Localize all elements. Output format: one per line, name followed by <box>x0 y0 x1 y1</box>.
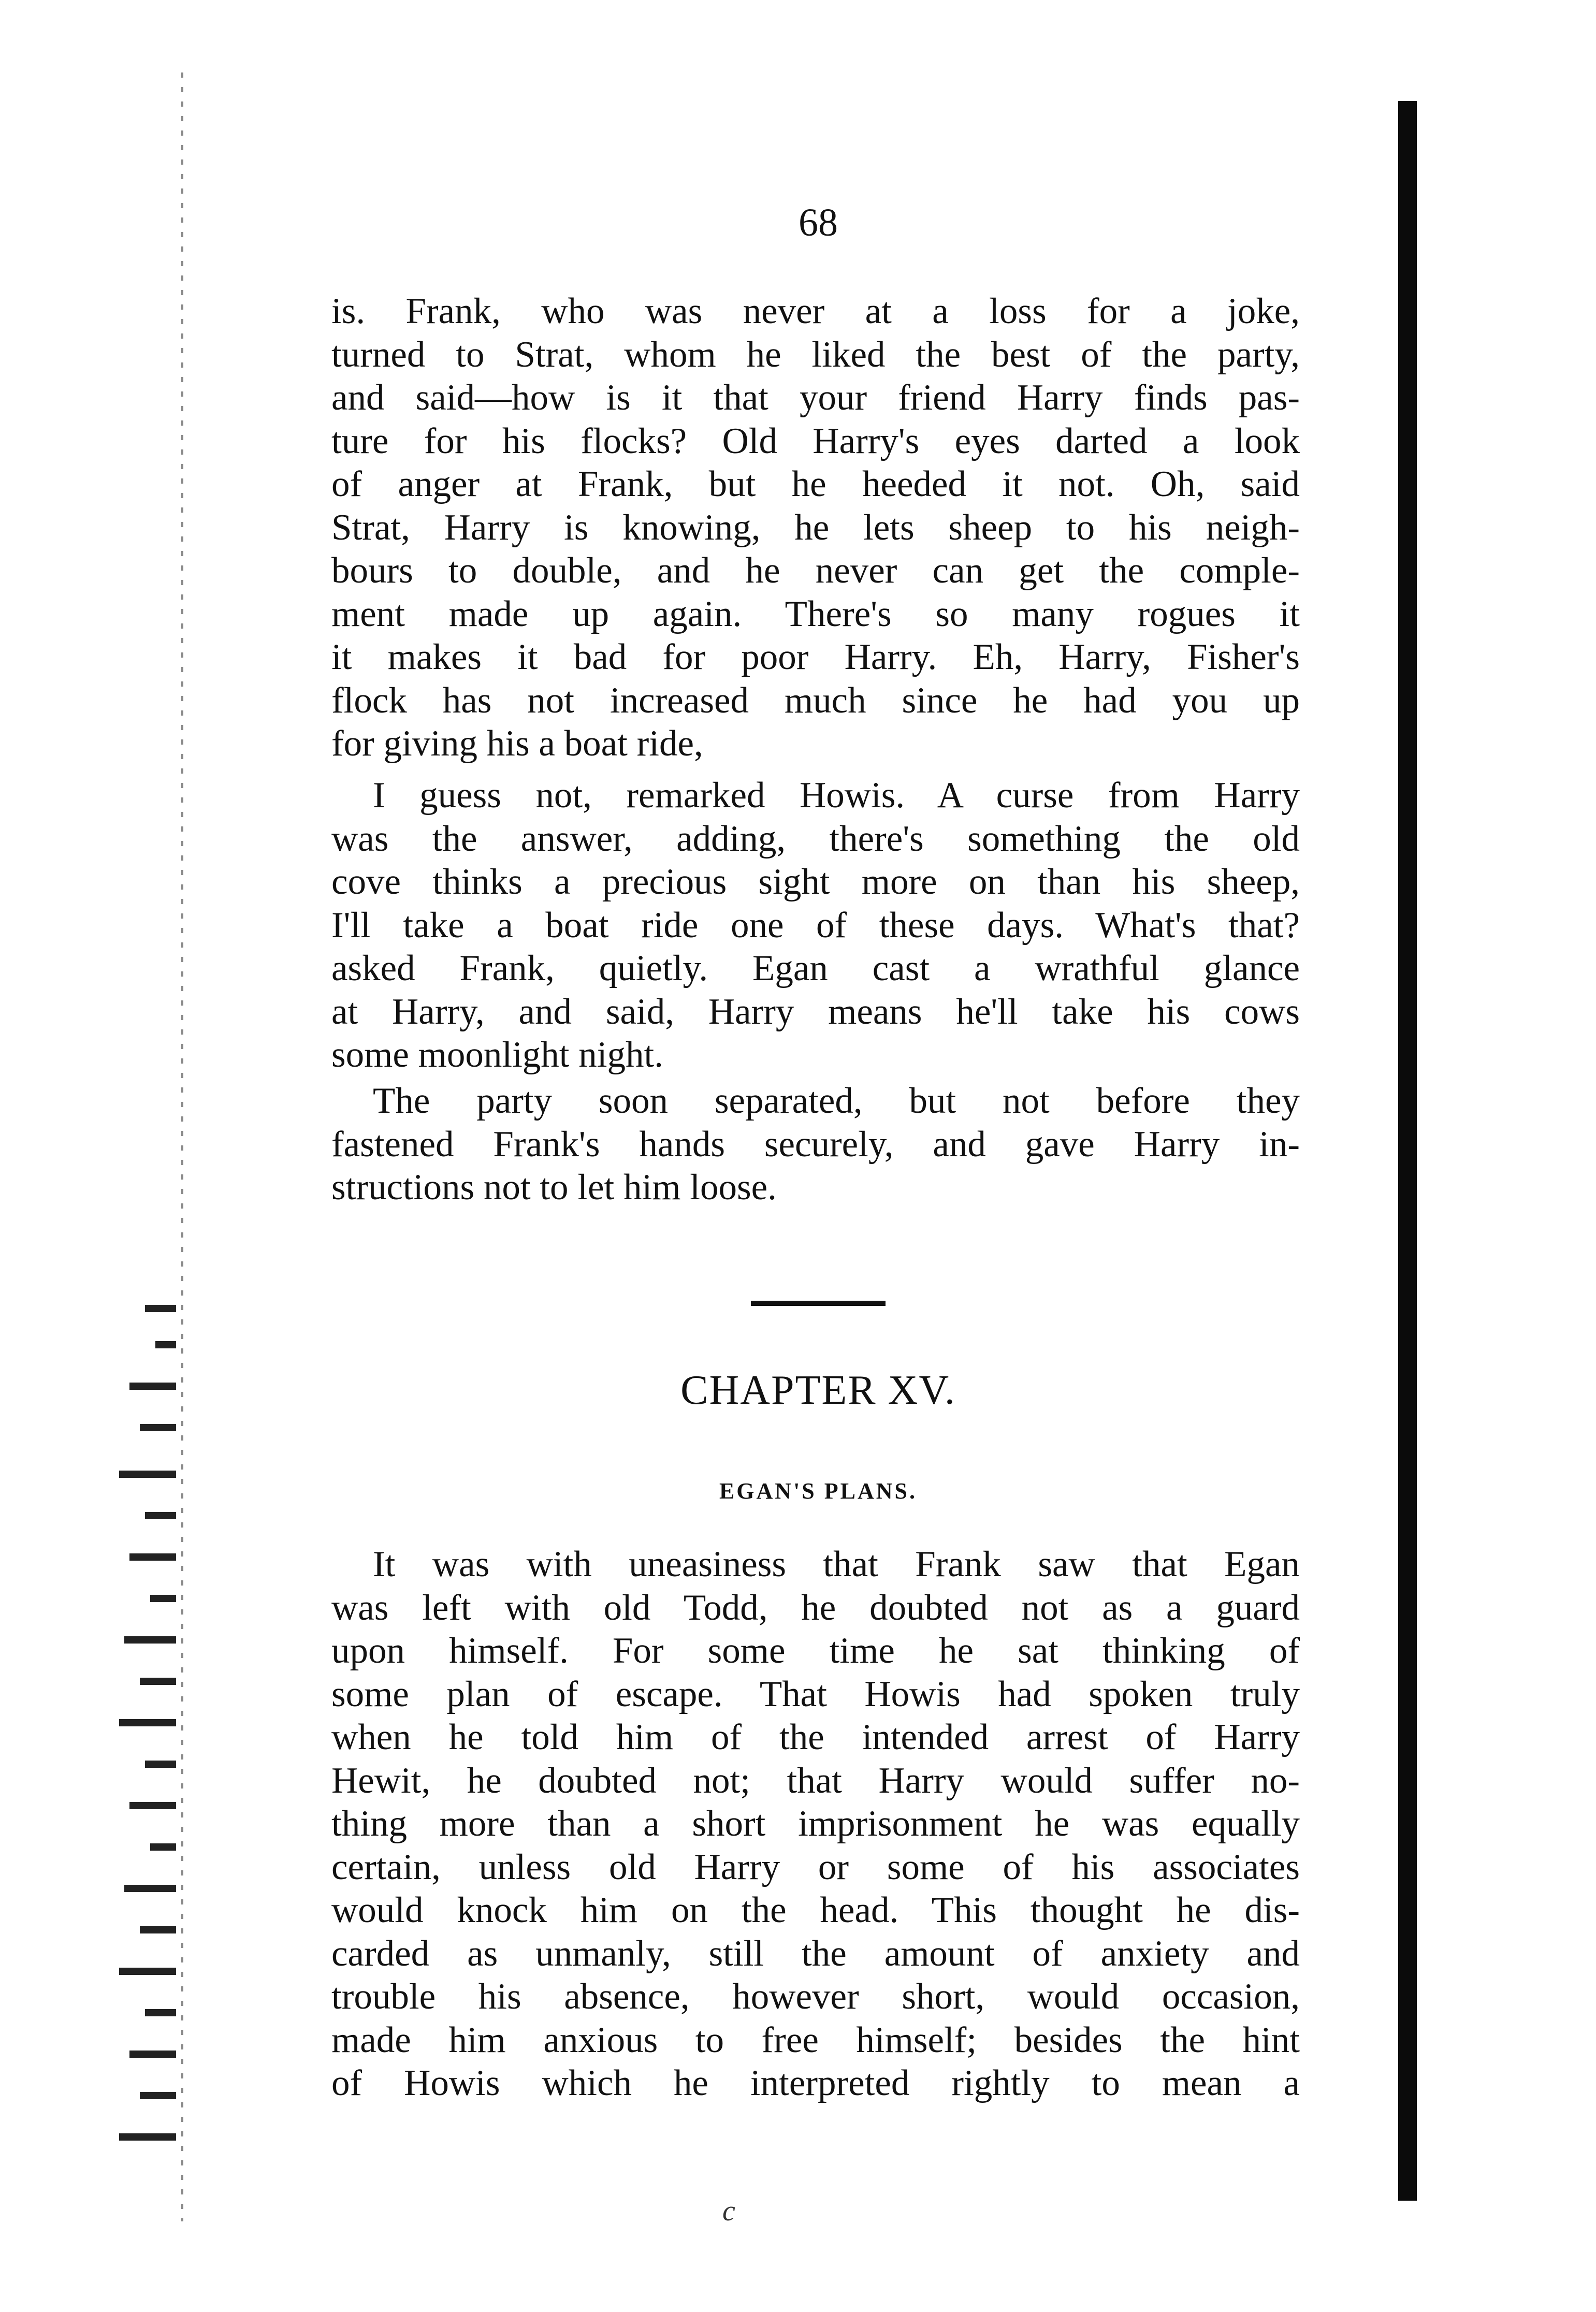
text-line: would knock him on the head. This thought he dis- <box>331 1890 1300 1930</box>
chapter-subtitle: EGAN'S PLANS. <box>719 1478 918 1504</box>
text-line: certain, unless old Harry or some of his associates <box>331 1846 1300 1887</box>
text-line: when he told him of the intended arrest of Harry <box>331 1717 1300 1757</box>
paragraph <box>331 1080 1300 1210</box>
scan-tick-mark <box>150 1843 176 1851</box>
text-line: ment made up again. There's so many rogues it <box>331 593 1300 634</box>
paragraph <box>331 1543 1300 2105</box>
paragraph <box>331 774 1300 1077</box>
text-line: asked Frank, quietly. Egan cast a wrathful glance <box>331 948 1300 988</box>
scan-tick-mark <box>124 1885 176 1892</box>
text-line: at Harry, and said, Harry means he'll take his cows <box>331 991 1300 1032</box>
text-line: cove thinks a precious sight more on than his sheep, <box>331 862 1300 902</box>
page-number: 68 <box>799 201 838 244</box>
text-line: turned to Strat, whom he liked the best of the party, <box>331 334 1300 375</box>
text-line: trouble his absence, however short, would occasion, <box>331 1976 1300 2017</box>
scan-tick-mark <box>140 2092 176 2099</box>
scan-tick-mark <box>119 1968 176 1975</box>
scan-tick-mark <box>145 1305 176 1312</box>
paragraph <box>331 290 1300 766</box>
scan-tick-mark <box>145 2009 176 2016</box>
scan-tick-mark <box>150 1595 176 1602</box>
scan-tick-mark <box>119 2133 176 2141</box>
text-line: fastened Frank's hands securely, and gave Harry in- <box>331 1124 1300 1165</box>
scan-tick-mark <box>124 1636 176 1644</box>
scan-edge-marks <box>181 72 183 2221</box>
scan-ruler-ticks <box>78 1305 176 2185</box>
text-line: The party soon separated, but not before they <box>373 1081 1300 1121</box>
scan-border-bar <box>1398 101 1417 2201</box>
scan-tick-mark <box>129 1383 176 1390</box>
text-line: carded as unmanly, still the amount of anxiety and <box>331 1933 1300 1974</box>
scan-tick-mark <box>145 1512 176 1519</box>
footer-mark: c <box>722 2195 735 2227</box>
section-separator <box>751 1301 886 1306</box>
scan-tick-mark <box>140 1926 176 1933</box>
text-line: ture for his flocks? Old Harry's eyes darted a look <box>331 420 1300 461</box>
text-line: upon himself. For some time he sat thinking of <box>331 1631 1300 1671</box>
scan-tick-mark <box>155 1341 176 1348</box>
text-line: I'll take a boat ride one of these days. What's that? <box>331 905 1300 946</box>
scan-tick-mark <box>145 1761 176 1768</box>
text-line: I guess not, remarked Howis. A curse from Harry <box>373 775 1300 816</box>
text-line: for giving his a boat ride, <box>331 723 703 764</box>
text-line: and said—how is it that your friend Harry finds pas- <box>331 377 1300 418</box>
text-line: Hewit, he doubted not; that Harry would suffer no- <box>331 1760 1300 1801</box>
scan-tick-mark <box>129 1802 176 1809</box>
text-line: bours to double, and he never can get the comple- <box>331 550 1300 591</box>
text-line: of anger at Frank, but he heeded it not. Oh, said <box>331 464 1300 504</box>
scan-tick-mark <box>129 1553 176 1561</box>
text-line: is. Frank, who was never at a loss for a joke, <box>331 291 1300 331</box>
text-line: structions not to let him loose. <box>331 1167 777 1208</box>
text-line: made him anxious to free himself; besides the hint <box>331 2019 1300 2060</box>
scan-tick-mark <box>140 1678 176 1685</box>
scan-tick-mark <box>119 1471 176 1478</box>
text-line: was the answer, adding, there's something the old <box>331 818 1300 859</box>
text-line: flock has not increased much since he had you up <box>331 680 1300 721</box>
text-line: thing more than a short imprisonment he was equally <box>331 1804 1300 1844</box>
scan-tick-mark <box>129 2051 176 2058</box>
text-line: it makes it bad for poor Harry. Eh, Harry, Fisher's <box>331 637 1300 677</box>
text-line: It was with uneasiness that Frank saw that Egan <box>373 1544 1300 1584</box>
text-line: of Howis which he interpreted rightly to mean a <box>331 2063 1300 2103</box>
text-line: was left with old Todd, he doubted not as a guard <box>331 1587 1300 1628</box>
text-line: Strat, Harry is knowing, he lets sheep to his neigh- <box>331 507 1300 548</box>
scan-tick-mark <box>119 1719 176 1726</box>
chapter-title: CHAPTER XV. <box>680 1368 956 1413</box>
text-line: some plan of escape. That Howis had spoken truly <box>331 1674 1300 1714</box>
scan-tick-mark <box>140 1424 176 1431</box>
text-line: some moonlight night. <box>331 1035 663 1075</box>
